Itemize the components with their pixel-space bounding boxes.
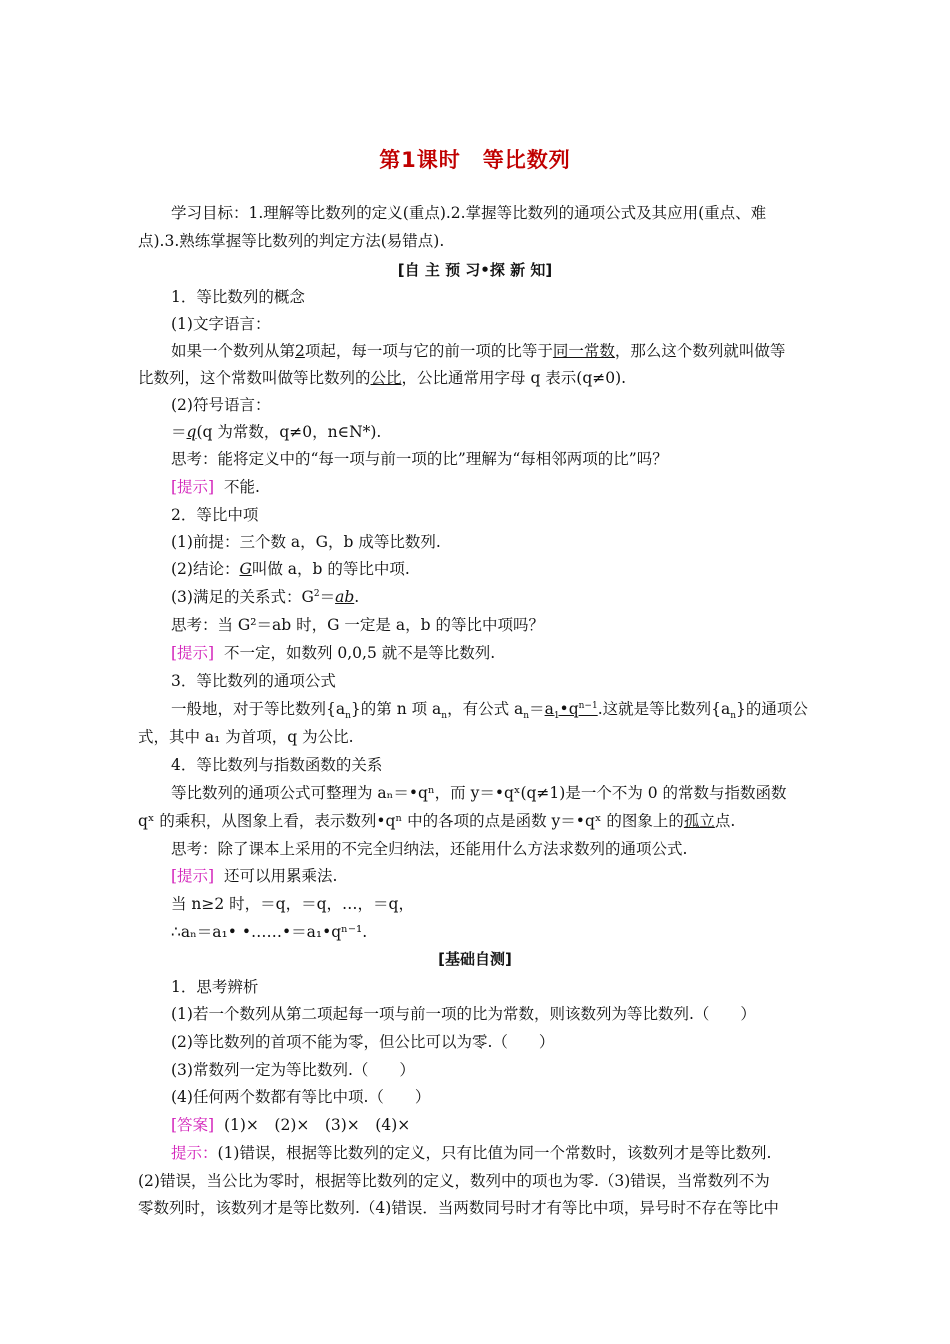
calc-line-1: 当 n≥2 时，＝q，＝q，…，＝q， — [171, 895, 414, 913]
definition-line-2 — [138, 368, 626, 388]
test-answer — [171, 1115, 410, 1135]
symbol-q: q — [186, 423, 197, 441]
gen-sub-n4: n — [730, 711, 737, 722]
gen-sub-1: 1 — [553, 711, 560, 722]
gen-b: }的第 n 项 a — [350, 700, 442, 718]
definition-line-1 — [171, 341, 785, 361]
gen-sub-n3: n — [523, 711, 530, 722]
tip-3-label: [提示] — [171, 867, 215, 885]
symbol-eq: ＝ — [171, 423, 187, 441]
text-language-label: (1)文字语言： — [171, 315, 271, 333]
concl-b: 叫做 a，b 的等比中项. — [251, 560, 410, 578]
calc-line-2: ∴aₙ＝a₁• •……•＝a₁•qⁿ⁻¹. — [171, 923, 368, 941]
test-question-2: (2)等比数列的首项不能为零，但公比可以为零.（ ） — [171, 1033, 555, 1051]
concept-heading: 1．等比数列的概念 — [171, 288, 305, 306]
def-text-b: 项起，每一项与它的前一项的比等于 — [304, 342, 553, 360]
think-2: 思考：当 G²＝ab 时，G 一定是 a，b 的等比中项吗？ — [171, 616, 544, 634]
hint-text-1: (1)错误，根据等比数列的定义，只有比值为同一个常数时，该数列才是等比数列. — [217, 1144, 772, 1162]
section-test-heading: [基础自测] — [438, 950, 512, 968]
test-question-1: (1)若一个数列从第二项起每一项与前一项的比为常数，则该数列为等比数列.（ ） — [171, 1005, 756, 1023]
def2-term-ratio: 公比 — [370, 369, 402, 387]
def-text-c: ，那么这个数列就叫做等 — [614, 342, 786, 360]
test-question-3: (3)常数列一定为等比数列.（ ） — [171, 1061, 415, 1079]
rel-sup: 2 — [313, 588, 320, 599]
gen-sub-n1: n — [345, 711, 351, 722]
page-title: 第1课时 等比数列 — [379, 148, 571, 172]
objectives-line-2: 点).3.熟练掌握等比数列的判定方法(易错点). — [138, 232, 445, 250]
tip-1-label: [提示] — [171, 478, 215, 496]
general-heading: 3．等比数列的通项公式 — [171, 672, 336, 690]
mean-relation — [171, 587, 359, 607]
tip-1 — [171, 477, 260, 497]
rel-b: ＝ — [319, 588, 336, 606]
tip-3-text: 还可以用累乘法. — [223, 867, 338, 885]
think-3: 思考：除了课本上采用的不完全归纳法，还能用什么方法求数列的通项公式. — [171, 840, 688, 858]
concl-g: G — [239, 560, 252, 578]
think-1: 思考：能将定义中的“每一项与前一项的比”理解为“每相邻两项的比”吗？ — [171, 450, 668, 468]
tip-2-label: [提示] — [171, 644, 215, 662]
rel-a: (3)满足的关系式：G — [171, 588, 314, 606]
concl-a: (2)结论： — [171, 560, 240, 578]
rel-ab: ab — [335, 588, 355, 606]
gen-sub-n2: n — [441, 711, 448, 722]
answer-text: (1)× (2)× (3)× (4)× — [223, 1116, 411, 1134]
gen-formula — [544, 700, 598, 722]
tip-3 — [171, 866, 337, 886]
gen-i: }的通项公 — [736, 700, 808, 718]
exp-line2-a: qˣ 的乘积，从图象上看，表示数列•qⁿ 中的各项的点是函数 y＝•qˣ 的图象上的 — [138, 812, 684, 830]
gen-f: •q — [559, 700, 579, 718]
def-text-a: 如果一个数列从第 — [171, 342, 296, 360]
mean-premise: (1)前提：三个数 a，G，b 成等比数列. — [171, 533, 441, 551]
exp-heading: 4．等比数列与指数函数的关系 — [171, 756, 383, 774]
def2-text-b: ，公比通常用字母 q 表示(q≠0). — [401, 369, 627, 387]
def-term-second: 2 — [295, 342, 305, 360]
general-line-2: 式，其中 a₁ 为首项，q 为公比. — [138, 728, 354, 746]
mean-conclusion — [171, 559, 410, 579]
symbol-cond: (q 为常数，q≠0，n∈N*). — [196, 423, 382, 441]
symbol-language-label: (2)符号语言： — [171, 396, 271, 414]
objectives-line-1: 学习目标：1.理解等比数列的定义(重点).2.掌握等比数列的通项公式及其应用(重点、难 — [171, 204, 767, 222]
gen-a: 一般地，对于等比数列{a — [171, 700, 346, 718]
section-preview-heading: [自 主 预 习•探 新 知] — [397, 261, 553, 279]
test-hint-line-1 — [171, 1143, 771, 1163]
symbol-definition — [171, 422, 381, 442]
tip-2-text: 不一定，如数列 0,0,5 就不是等比数列. — [223, 644, 496, 662]
general-line-1 — [171, 699, 808, 722]
test-heading: 1．思考辨析 — [171, 978, 259, 996]
test-hint-line-2: (2)错误，当公比为零时，根据等比数列的定义，数列中的项也为零.（3)错误，当常数列不为 — [138, 1172, 770, 1190]
hint-label: 提示： — [171, 1144, 218, 1162]
test-hint-line-3: 零数列时，该数列才是等比数列.（4)错误．当两数同号时才有等比中项，异号时不存在等比中 — [138, 1199, 779, 1217]
exp-line2-b: 点. — [714, 812, 736, 830]
answer-label: [答案] — [171, 1116, 215, 1134]
gen-e: a — [544, 700, 554, 718]
exp-line-1: 等比数列的通项公式可整理为 aₙ＝•qⁿ，而 y＝•qˣ(q≠1)是一个不为 0 的常数与指数函数 — [171, 784, 787, 802]
gen-c: ，有公式 a — [447, 700, 524, 718]
def-term-same-constant: 同一常数 — [552, 342, 615, 360]
exp-line-2 — [138, 811, 735, 831]
tip-1-text: 不能. — [223, 478, 260, 496]
gen-h: .这就是等比数列{a — [597, 700, 731, 718]
mean-heading: 2．等比中项 — [171, 506, 259, 524]
gen-g: n−1 — [578, 700, 598, 711]
rel-c: . — [354, 588, 360, 606]
test-question-4: (4)任何两个数都有等比中项.（ ） — [171, 1088, 431, 1106]
exp-line2-isolated: 孤立 — [683, 812, 715, 830]
gen-d: ＝ — [529, 700, 545, 718]
tip-2 — [171, 643, 495, 663]
def2-text-a: 比数列，这个常数叫做等比数列的 — [138, 369, 371, 387]
